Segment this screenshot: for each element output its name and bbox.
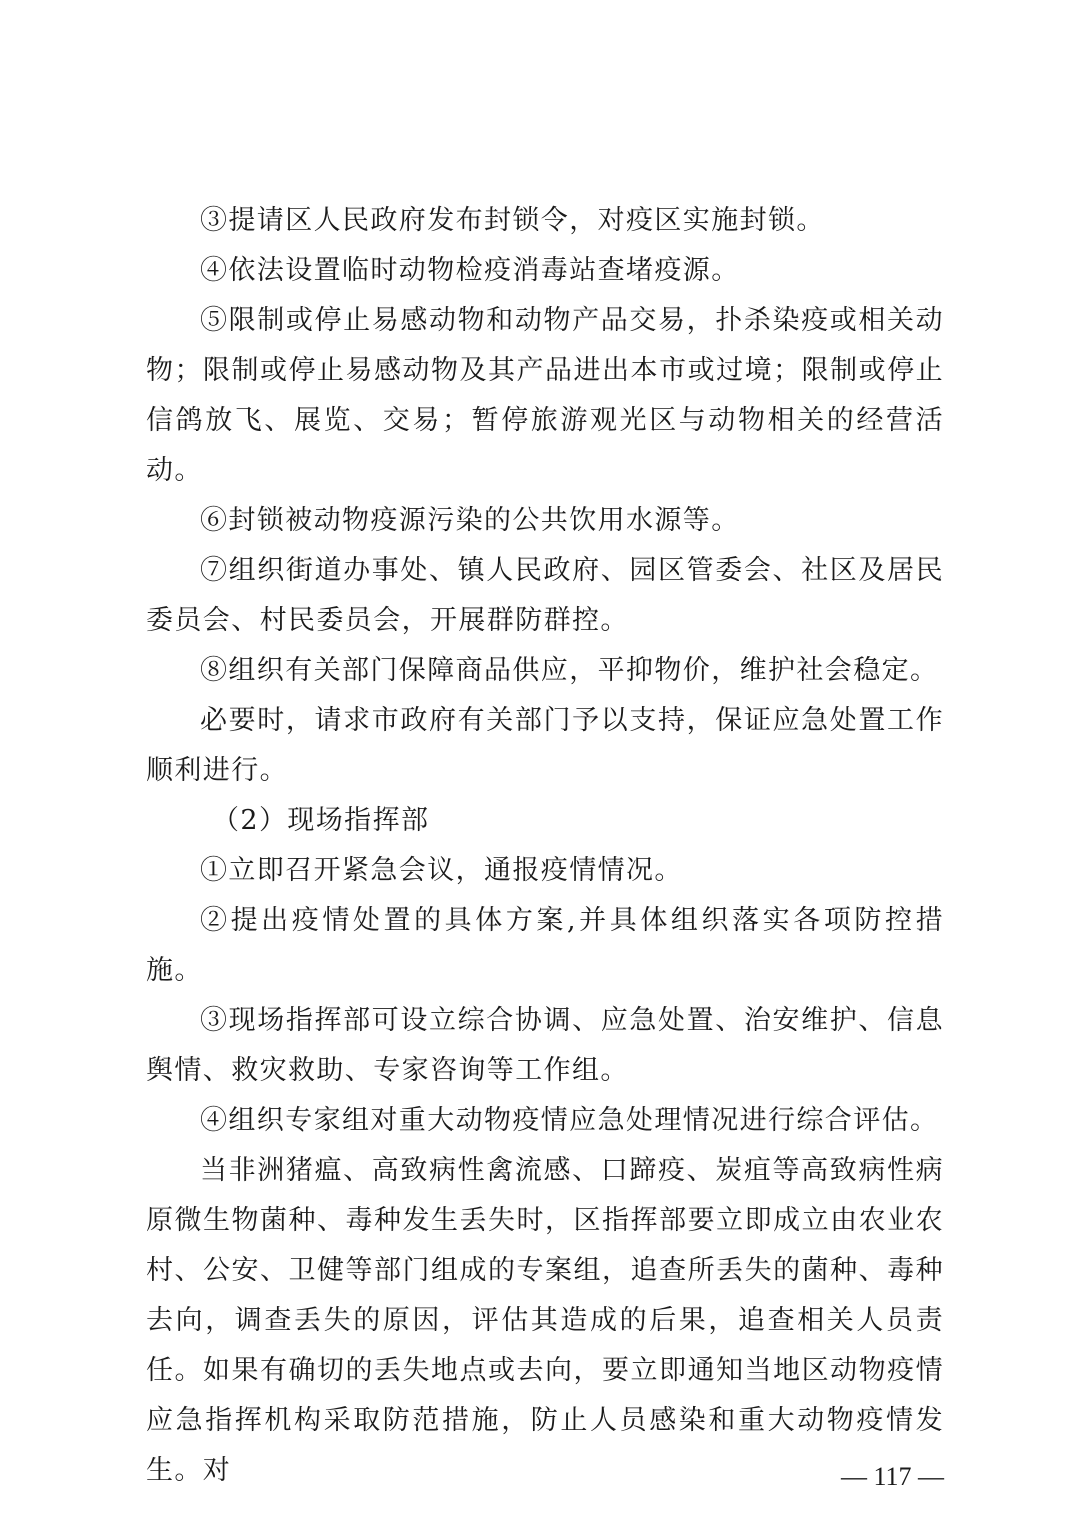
section-heading-field-command: （2）现场指挥部 bbox=[212, 805, 430, 836]
paragraph-field-4: ④组织专家组对重大动物疫情应急处理情况进行综合评估。 bbox=[200, 1105, 939, 1136]
paragraph-field-2: ②提出疫情处置的具体方案,并具体组织落实各项防控措施。 bbox=[146, 905, 944, 986]
paragraph-field-3: ③现场指挥部可设立综合协调、应急处置、治安维护、信息舆情、救灾救助、专家咨询等工作组。 bbox=[146, 1005, 944, 1086]
paragraph-measure-6: ⑥封锁被动物疫源污染的公共饮用水源等。 bbox=[200, 505, 740, 536]
page-number: — 117 — bbox=[840, 1462, 944, 1491]
paragraph-measure-5: ⑤限制或停止易感动物和动物产品交易，扑杀染疫或相关动物；限制或停止易感动物及其产品进出本市或过境；限制或停止信鸽放飞、展览、交易；暂停旅游观光区与动物相关的经营活动。 bbox=[146, 305, 944, 486]
paragraph-measure-4: ④依法设置临时动物检疫消毒站查堵疫源。 bbox=[200, 255, 740, 286]
paragraph-measure-7: ⑦组织街道办事处、镇人民政府、园区管委会、社区及居民委员会、村民委员会，开展群防群控。 bbox=[146, 555, 944, 636]
paragraph-field-1: ①立即召开紧急会议，通报疫情情况。 bbox=[200, 855, 683, 886]
paragraph-measure-8: ⑧组织有关部门保障商品供应，平抑物价，维护社会稳定。 bbox=[200, 655, 939, 686]
paragraph-pathogen-loss: 当非洲猪瘟、高致病性禽流感、口蹄疫、炭疽等高致病性病原微生物菌种、毒种发生丢失时，区指挥部要立即成立由农业农村、公安、卫健等部门组成的专案组，追查所丢失的菌种、毒种去向，调查丢失的原因，评估其造成的后果，追查相关人员责任。如果有确切的丢失地点或去向，要立即通知当地区动物疫情应急指挥机构采取防范措施，防止人员感染和重大动物疫情发生。对 bbox=[146, 1155, 944, 1486]
page-body bbox=[146, 196, 944, 1496]
paragraph-support: 必要时，请求市政府有关部门予以支持，保证应急处置工作顺利进行。 bbox=[146, 705, 944, 786]
paragraph-measure-3: ③提请区人民政府发布封锁令，对疫区实施封锁。 bbox=[200, 205, 825, 236]
